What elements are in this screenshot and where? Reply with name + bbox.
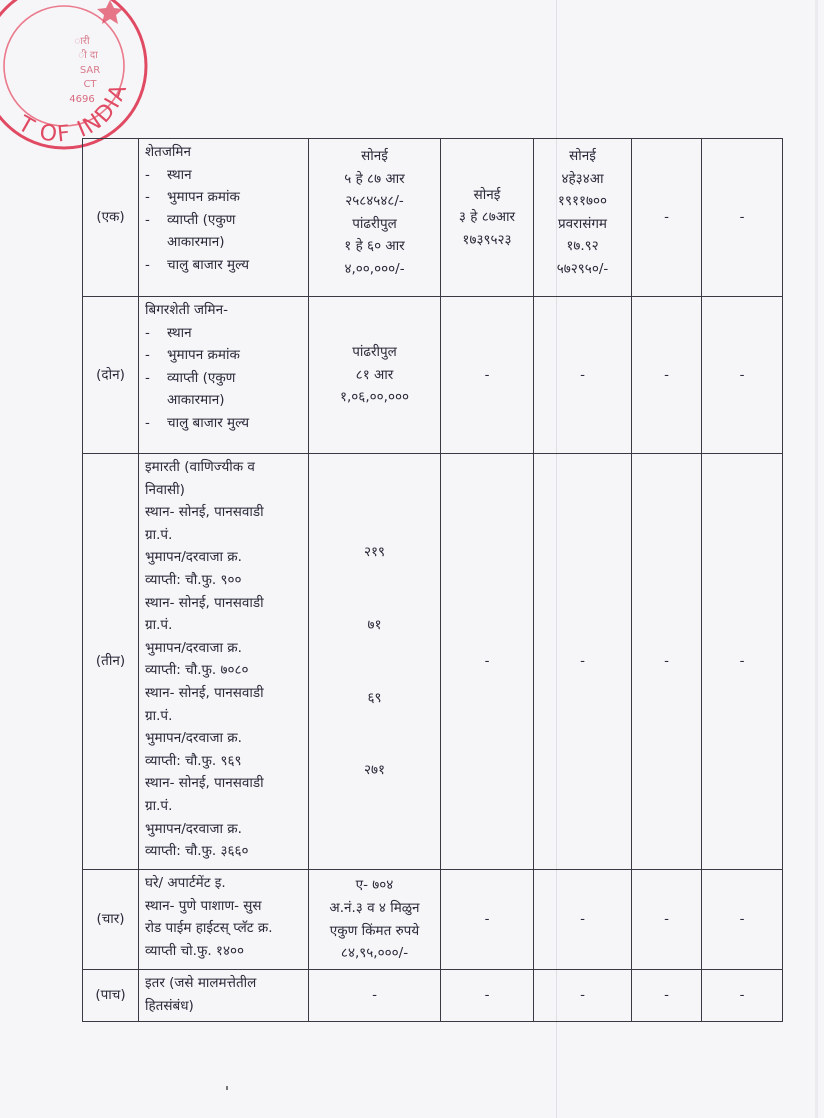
description-line: भुमापन/दरवाजा क्र. [145, 549, 242, 566]
item-area-cont: आकारमान) [167, 392, 225, 409]
cell-col4: - [632, 297, 702, 454]
cell-line: पांढरीपुल [352, 344, 397, 361]
cell-line: १७३९५२३ [462, 231, 512, 248]
cell-line: २७१ [363, 762, 386, 779]
seal-line-3: SAR [79, 65, 101, 76]
cell-col4: - [632, 139, 702, 297]
cell-col1 [309, 297, 441, 454]
cell-line: ए- ७०४ [355, 877, 394, 894]
description-line: हितसंबंध) [145, 997, 194, 1014]
cell-line: ५७२९५०/- [556, 260, 609, 277]
row-description [139, 970, 309, 1022]
cell-col2 [441, 139, 534, 297]
cell-col3 [534, 139, 632, 297]
cell-col2: - [441, 454, 534, 870]
description-line: व्याप्ती: चौ.फु. ९६९ [145, 752, 242, 769]
description-line: भुमापन/दरवाजा क्र. [145, 730, 242, 747]
cell-line: ३ हे ८७आर [458, 209, 516, 226]
description-line: भुमापन/दरवाजा क्र. [145, 820, 242, 837]
row-number: (तीन) [83, 454, 139, 870]
description-line: व्याप्ती चो.फु. १४०० [145, 942, 245, 959]
item-area: - व्याप्ती (एकुण [145, 367, 304, 390]
cell-col1 [309, 870, 441, 970]
table-row-apartments [83, 870, 783, 970]
cell-line: सोनई [473, 186, 501, 203]
description-line: व्याप्ती: चौ.फु. ३६६० [145, 843, 249, 860]
cell-line: ५ हे ८७ आर [344, 170, 405, 187]
row-description [139, 454, 309, 870]
seal-number: 4696 [69, 94, 95, 105]
cell-line: प्रवरासंगम [557, 215, 607, 232]
cell-col2: - [441, 970, 534, 1022]
description-line: स्थान- सोनई, पानसवाडी [145, 775, 264, 792]
description-line: ग्रा.पं. [145, 707, 173, 724]
description-line: भुमापन/दरवाजा क्र. [145, 639, 242, 656]
cell-line: ४,००,०००/- [344, 260, 405, 277]
description-line: ग्रा.पं. [145, 526, 173, 543]
cell-col3: - [534, 970, 632, 1022]
description-line: इमारती (वाणिज्यीक व [145, 459, 255, 475]
cell-line: २१९ [363, 544, 386, 561]
table-row-agricultural-land [83, 139, 783, 297]
seal-line-2: ी दा [78, 50, 98, 61]
row-number: (पाच) [83, 970, 139, 1022]
cell-line: ८४,९५,०००/- [340, 945, 409, 962]
description-line: रोड पाईम हाईटस् प्लॅट क्र. [145, 920, 273, 937]
cell-line: १९११७०० [557, 193, 608, 210]
cell-col1: - [309, 970, 441, 1022]
description-line: स्थान- सोनई, पानसवाडी [145, 594, 264, 611]
row-title: शेतजमिन [145, 144, 191, 160]
item-survey-number: - भुमापन क्रमांक [145, 344, 304, 367]
cell-col1 [309, 454, 441, 870]
description-line: निवासी) [145, 481, 185, 498]
cell-line: एकुण किंमत रुपये [329, 922, 420, 939]
table-row-non-agricultural-land [83, 297, 783, 454]
cell-col4: - [632, 970, 702, 1022]
description-line: इतर (जसे मालमत्तेतील [145, 975, 257, 991]
item-market-value: - चालु बाजार मुल्य [145, 412, 304, 435]
cell-col5: - [702, 870, 783, 970]
seal-line-1: ारी [74, 36, 90, 47]
cell-line: अ.नं.३ व ४ मिळुन [329, 899, 420, 916]
cell-line: सोनई [361, 148, 388, 164]
cell-col5: - [702, 297, 783, 454]
row-description [139, 870, 309, 970]
row-title: बिगरशेती जमिन- [145, 302, 228, 318]
cell-line: १ हे ६० आर [344, 238, 405, 255]
seal-line-4: CT [83, 79, 97, 90]
cell-line: ६९ [367, 689, 382, 706]
row-number: (चार) [83, 870, 139, 970]
description-line: स्थान- पुणे पाशाण- सुस [145, 897, 262, 914]
cell-col3: - [534, 297, 632, 454]
cell-col3: - [534, 454, 632, 870]
item-location: - स्थान [145, 164, 304, 187]
seal-arc-text: T OF INDIA [13, 79, 133, 148]
cell-line: ४हे३४आ [561, 170, 604, 187]
table-row-other [83, 970, 783, 1022]
description-line: ग्रा.पं. [145, 797, 173, 814]
page-edge [815, 0, 818, 1118]
description-line: ग्रा.पं. [145, 617, 173, 634]
cell-line: १७.९२ [566, 238, 599, 255]
cell-col5: - [702, 454, 783, 870]
cell-line: १,०६,००,००० [339, 389, 410, 406]
cell-line: ७१ [367, 616, 382, 633]
row-number: (एक) [83, 139, 139, 297]
description-line: घरे/ अपार्टमेंट इ. [145, 875, 226, 891]
cell-line: ८१ आर [355, 366, 394, 383]
description-line: स्थान- सोनई, पानसवाडी [145, 504, 264, 521]
item-area-cont: आकारमान) [167, 234, 225, 251]
row-description [139, 297, 309, 454]
cell-line: पांढरीपुल [352, 215, 397, 232]
cell-col4: - [632, 870, 702, 970]
ink-dot [226, 1086, 228, 1090]
cell-line: सोनई [569, 148, 596, 164]
item-survey-number: - भुमापन क्रमांक [145, 186, 304, 209]
asset-declaration-table [82, 138, 783, 1022]
cell-col5: - [702, 139, 783, 297]
row-number: (दोन) [83, 297, 139, 454]
cell-col5: - [702, 970, 783, 1022]
row-description [139, 139, 309, 297]
description-line: स्थान- सोनई, पानसवाडी [145, 684, 264, 701]
description-line: व्याप्ती: चौ.फु. ७०८० [145, 662, 249, 679]
item-location: - स्थान [145, 322, 304, 345]
cell-col1 [309, 139, 441, 297]
cell-col2: - [441, 870, 534, 970]
cell-col2: - [441, 297, 534, 454]
item-market-value: - चालु बाजार मुल्य [145, 254, 304, 277]
cell-col3: - [534, 870, 632, 970]
description-line: व्याप्ती: चौ.फु. ९०० [145, 571, 242, 588]
cell-line: २५८४५४८/- [345, 193, 404, 210]
table-row-buildings [83, 454, 783, 870]
cell-col4: - [632, 454, 702, 870]
item-area: - व्याप्ती (एकुण [145, 209, 304, 232]
